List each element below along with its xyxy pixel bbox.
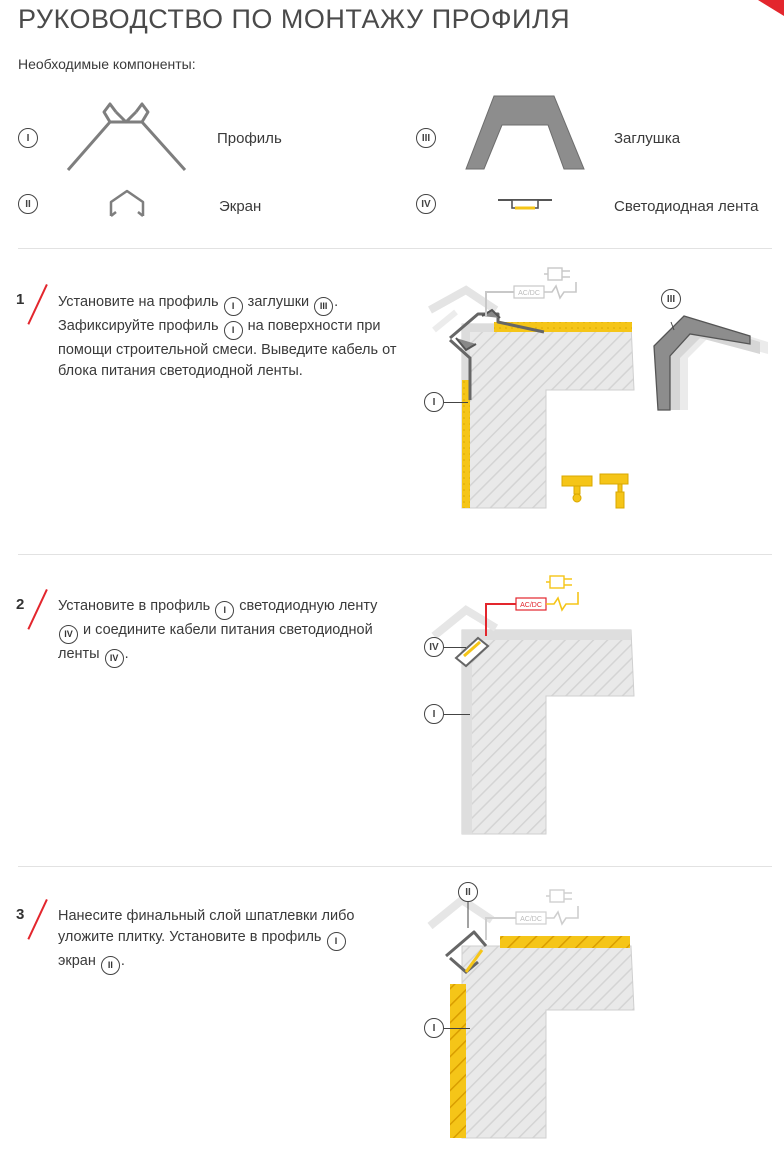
step-2-ref-profile: I <box>215 601 234 620</box>
step-2-diagram <box>426 566 784 846</box>
step-1-text-part: заглушки <box>243 294 314 310</box>
step-2-text-part: Установите в профиль <box>58 598 215 614</box>
step-2-callout-line-2 <box>444 714 470 715</box>
step-2-text-part: . <box>124 646 129 662</box>
step-1-number: 1 <box>16 291 25 308</box>
component-number-4: IV <box>416 194 436 214</box>
step-3-number: 3 <box>16 906 25 923</box>
divider-2 <box>18 554 772 555</box>
divider-1 <box>18 248 772 249</box>
step-1-text-part: Установите на профиль <box>58 294 223 310</box>
step-1-slash <box>27 284 47 325</box>
step-1-text-part: . Зафиксируйте профиль <box>58 294 339 334</box>
step-1-text-part: на поверхности при помощи строительной смеси. Выведите кабель от блока питания светодиодной ленты. <box>58 318 397 379</box>
component-number-2: II <box>18 194 38 214</box>
step-3-diagram <box>426 876 784 1164</box>
step-3-callout-screen: II <box>458 882 478 902</box>
profile-illustration <box>64 94 189 174</box>
step-1-psu-label: AC/DC <box>518 290 540 297</box>
step-3-text-part: . <box>120 953 125 969</box>
component-number-1: I <box>18 128 38 148</box>
step-2-slash <box>27 589 47 630</box>
step-1-ref-end-cap: III <box>314 297 333 316</box>
step-2-text-part: и соедините кабели питания светодиодной ленты <box>58 622 373 662</box>
step-1-callout-end-cap: III <box>661 289 681 309</box>
divider-3 <box>18 866 772 867</box>
step-3-callout-line <box>444 1028 470 1029</box>
step-1-callout-line <box>444 402 468 403</box>
step-3-ref-screen: II <box>101 956 120 975</box>
component-number-3: III <box>416 128 436 148</box>
step-2-text-part: светодиодную ленту <box>235 598 378 614</box>
step-3-slash <box>27 899 47 940</box>
step-3-ref-profile: I <box>327 932 346 951</box>
step-3-text-part: Нанесите финальный слой шпатлевки либо уложите плитку. Установите в профиль <box>58 908 355 945</box>
step-2-text <box>58 596 398 668</box>
step-3-text <box>58 906 358 975</box>
component-label-screen: Экран <box>219 198 262 215</box>
step-1-text <box>58 292 398 382</box>
page-title: РУКОВОДСТВО ПО МОНТАЖУ ПРОФИЛЯ <box>18 4 571 34</box>
screen-illustration <box>108 188 146 218</box>
component-label-end-cap: Заглушка <box>614 130 681 147</box>
step-2-ref-led-strip: IV <box>105 649 124 668</box>
step-2-psu-label: AC/DC <box>520 602 542 609</box>
step-2-ref-led-strip: IV <box>59 625 78 644</box>
component-label-led-strip: Светодиодная лента <box>614 198 759 215</box>
step-3-text-part: экран <box>58 953 100 969</box>
step-1-ref-profile: I <box>224 321 243 340</box>
component-label-profile: Профиль <box>217 130 282 147</box>
step-1-ref-profile: I <box>224 297 243 316</box>
step-2-callout-led-strip: IV <box>424 637 444 657</box>
led-strip-illustration <box>498 197 552 211</box>
end-cap-illustration <box>464 93 586 171</box>
step-2-callout-profile: I <box>424 704 444 724</box>
step-3-callout-profile: I <box>424 1018 444 1038</box>
step-1-callout-profile: I <box>424 392 444 412</box>
step-2-number: 2 <box>16 596 25 613</box>
components-subtitle: Необходимые компоненты: <box>18 56 196 72</box>
corner-accent <box>758 0 784 16</box>
step-1-diagram <box>426 260 784 520</box>
step-2-callout-line-1 <box>444 647 466 648</box>
step-3-psu-label: AC/DC <box>520 916 542 923</box>
